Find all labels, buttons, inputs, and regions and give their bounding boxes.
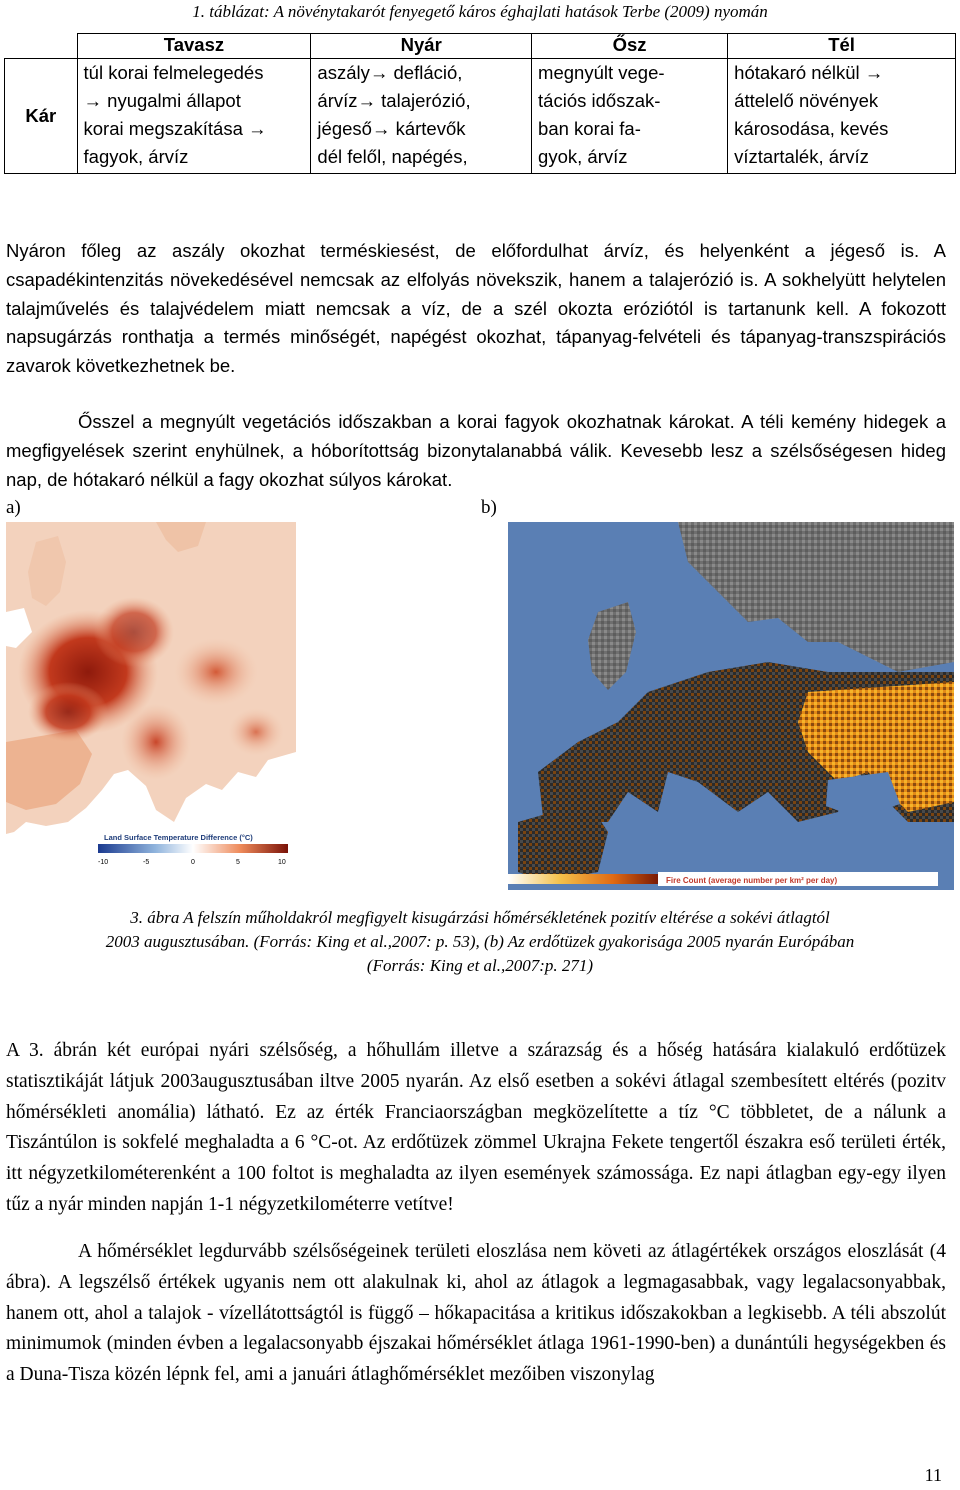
table-corner	[5, 34, 78, 59]
cell-line: → nyugalmi állapot	[83, 90, 241, 111]
cell-nyar	[311, 59, 532, 174]
figure-caption	[0, 906, 960, 978]
figure-caption-line: 2003 augusztusában. (Forrás: King et al.,2007: p. 53), (b) Az erdőtüzek gyakorisága 2005 nyarán Európában	[105, 932, 855, 951]
legend-a-title: Land Surface Temperature Difference (°C)	[104, 833, 253, 842]
temperature-anomaly-map-image	[6, 522, 296, 880]
legend-a-tick: 10	[278, 859, 286, 866]
legend-a-colorbar	[98, 844, 288, 853]
cell-line: dél felől, napégés,	[317, 146, 468, 167]
table-caption: 1. táblázat: A növénytakarót fenyegető káros éghajlati hatások Terbe (2009) nyomán	[192, 2, 768, 21]
legend-a-tick: 0	[191, 859, 195, 866]
figure-label-b: b)	[481, 497, 497, 518]
cell-line: jégeső→ kártevők	[317, 118, 466, 139]
cell-line: áttelelő növények	[734, 90, 879, 111]
cell-line: hótakaró nélkül →	[734, 62, 884, 83]
paragraph-autumn-winter: Ősszel a megnyúlt vegetációs időszakban a korai fagyok okozhatnak károkat. A téli kemény hidegek a megfigyelések szerint enyhülnek, a hóborítottság bizonytalanabbá válik. Kevesebb lesz a szélsőségesen hideg nap, de hótakaró nélkül a fagy okozhat súlyos károkat.	[6, 411, 946, 490]
table-row-kar	[5, 59, 956, 174]
cell-line: tációs időszak-	[538, 90, 661, 111]
legend-b-colorbar	[508, 874, 658, 884]
figure-label-a: a)	[6, 497, 21, 518]
damage-table	[4, 33, 956, 174]
map-temperature-anomaly	[6, 522, 296, 880]
paragraph-summer: Nyáron főleg az aszály okozhat terméskiesést, de előfordulhat árvíz, és helyenként a jégeső is. A csapadékintenzitás növekedésével nemcsak az elfolyás növekszik, hanem a talajerózió is. A sokhelyütt helytelen talajművelés és talajvédelem miatt nemcsak a víz, de a szél okozta eróziótól is tartanunk kell. A fokozott napsugárzás ronthatja a termés minőségét, napégést okozhat, tápanyag-felvételi és tápanyag-transzspirációs zavarok következhetnek be.	[6, 240, 946, 377]
cell-tavasz	[77, 59, 311, 174]
legend-a-tick: 5	[236, 859, 240, 866]
fire-count-map-image	[508, 522, 954, 890]
map-fire-count	[508, 522, 954, 890]
cell-tel	[728, 59, 956, 174]
figure-caption-line: 3. ábra A felszín műholdakról megfigyelt kisugárzási hőmérsékletének pozitív eltérése a sokévi átlagtól	[130, 908, 830, 927]
cell-line: károsodása, kevés	[734, 118, 889, 139]
cell-line: gyok, árvíz	[538, 146, 628, 167]
header-nyar: Nyár	[311, 34, 532, 59]
cell-osz	[532, 59, 728, 174]
cell-line: víztartalék, árvíz	[734, 146, 869, 167]
cell-line: ban korai fa-	[538, 118, 641, 139]
legend-a-tick: -10	[98, 859, 109, 866]
table-header-row	[5, 34, 956, 59]
cell-line: megnyúlt vege-	[538, 62, 665, 83]
figure-caption-line: (Forrás: King et al.,2007:p. 271)	[366, 956, 594, 975]
cell-line: árvíz→ talajerózió,	[317, 90, 471, 111]
header-tel: Tél	[728, 34, 956, 59]
legend-a-tick: -5	[143, 859, 150, 866]
row-label: Kár	[5, 59, 78, 174]
body-paragraph-figure3: A 3. ábrán két európai nyári szélsőség, a hőhullám illetve a szárazság és a hőség hatására kialakuló erdőtüzek statisztikáját látjuk 2003augusztusában iltve 2005 nyarán. Az első esetben a sokévi átlagal szembesített eltérés (pozitv hőmérsékleti anomália) látható. Ez az érték Franciaországban megközelítette a tíz °C többletet, de a nálunk a Tiszántúlon is sokfelé meghaladta a 6 °C-ot. Az erdőtüzek zömmel Ukrajna Fekete tengertől északra eső területi érték, itt négyzetkilométerenként a 100 foltot is meghaladta az ilyen események számossága. Ez napi átlagban egy-egy ilyen tűz a nyár minden napján 1-1 négyzetkilométerre vetítve!	[6, 1040, 946, 1215]
legend-b-title: Fire Count (average number per km² per day)	[666, 876, 838, 885]
cell-line: túl korai felmelegedés	[83, 62, 264, 83]
page-number: 11	[924, 1465, 942, 1485]
header-osz: Ősz	[532, 34, 728, 59]
cell-line: korai megszakítása →	[83, 118, 267, 139]
header-tavasz: Tavasz	[77, 34, 311, 59]
body-paragraph-extremes: A hőmérséklet legdurvább szélsőségeinek területi eloszlása nem követi az átlagértékek országos eloszlását (4 ábra). A legszélső értékek ugyanis nem ott alakulnak ki, ahol az átlagok a legmagasabbak, vagy legalacsonyabbak, hanem ott, ahol a talajok - vízellátottságtól is függő – hőkapacitása a kritikus időszakokban a legkisebb. A téli abszolút minimumok (minden évben a legalacsonyabb éjszakai hőmérséklet átlaga 1961-1990-ben) a dunántúli hegységekben és a Duna-Tisza közén lépnk fel, ami a januári átlaghőmérséklet mezőiben viszonylag	[6, 1241, 946, 1386]
cell-line: fagyok, árvíz	[83, 146, 189, 167]
cell-line: aszály→ defláció,	[317, 62, 463, 83]
